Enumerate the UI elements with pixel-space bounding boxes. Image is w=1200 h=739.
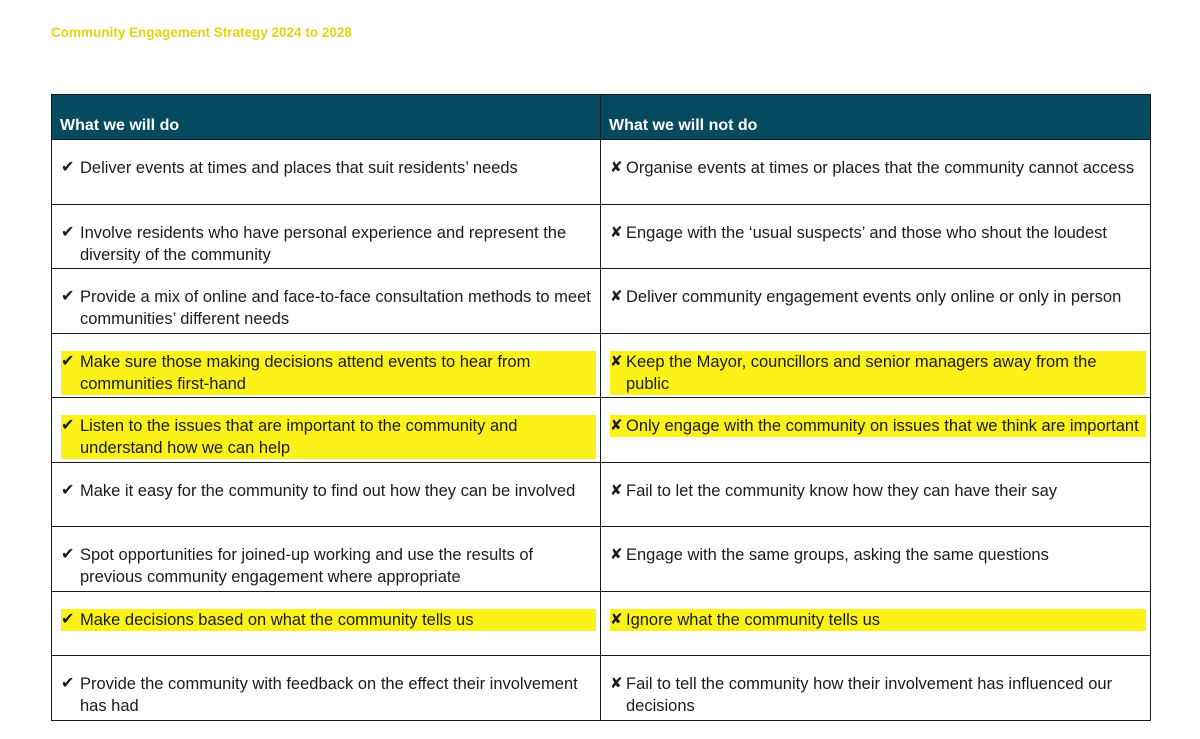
do-dont-table bbox=[51, 94, 1151, 721]
table-row bbox=[52, 462, 1151, 527]
check-icon: ✔ bbox=[61, 609, 80, 631]
do-text: Deliver events at times and places that suit residents’ needs bbox=[80, 159, 518, 177]
do-cell bbox=[52, 333, 601, 398]
do-text: Provide the community with feedback on the effect their involvement has had bbox=[80, 675, 578, 715]
dont-cell bbox=[601, 527, 1151, 592]
dont-cell bbox=[601, 591, 1151, 656]
cross-icon: ✘ bbox=[610, 288, 623, 305]
dont-cell bbox=[601, 462, 1151, 527]
dont-cell bbox=[601, 398, 1151, 463]
cross-icon: ✘ bbox=[610, 546, 623, 563]
dont-cell bbox=[601, 656, 1151, 721]
check-icon: ✔ bbox=[61, 159, 75, 176]
check-icon: ✔ bbox=[61, 546, 75, 563]
do-cell bbox=[52, 591, 601, 656]
column-header-dont: What we will not do bbox=[601, 95, 1151, 140]
dont-cell bbox=[601, 140, 1151, 205]
do-cell bbox=[52, 269, 601, 334]
do-cell bbox=[52, 527, 601, 592]
do-text: Involve residents who have personal experience and represent the diversity of the community bbox=[80, 223, 567, 264]
check-icon: ✔ bbox=[61, 288, 75, 305]
dont-text-highlighted: Ignore what the community tells us bbox=[626, 609, 1142, 631]
dont-text-highlighted: Only engage with the community on issues that we think are important bbox=[626, 415, 1142, 437]
cross-icon: ✘ bbox=[610, 351, 626, 395]
cross-icon: ✘ bbox=[610, 415, 626, 437]
check-icon: ✔ bbox=[61, 481, 75, 499]
do-text: Make it easy for the community to find out how they can be involved bbox=[80, 481, 576, 500]
cross-icon: ✘ bbox=[610, 675, 623, 692]
table-row bbox=[52, 591, 1151, 656]
dont-cell bbox=[601, 333, 1151, 398]
dont-cell bbox=[601, 204, 1151, 269]
table-row bbox=[52, 333, 1151, 398]
do-text-highlighted: Listen to the issues that are important to the community and understand how we can help bbox=[80, 415, 592, 459]
dont-text: Engage with the same groups, asking the same questions bbox=[626, 546, 1049, 564]
dont-text: Organise events at times or places that the community cannot access bbox=[626, 159, 1135, 177]
do-text-highlighted: Make decisions based on what the community tells us bbox=[80, 609, 592, 631]
cross-icon: ✘ bbox=[610, 609, 626, 631]
table-row bbox=[52, 204, 1151, 269]
table-header-row bbox=[52, 95, 1151, 140]
do-cell bbox=[52, 140, 601, 205]
cross-icon: ✘ bbox=[610, 159, 623, 176]
do-cell bbox=[52, 656, 601, 721]
column-header-do: What we will do bbox=[52, 95, 601, 140]
check-icon: ✔ bbox=[61, 351, 80, 395]
dont-text-highlighted: Keep the Mayor, councillors and senior managers away from the public bbox=[626, 351, 1142, 395]
dont-cell bbox=[601, 269, 1151, 334]
do-text-highlighted: Make sure those making decisions attend events to hear from communities first-hand bbox=[80, 351, 592, 395]
table-row bbox=[52, 656, 1151, 721]
table-row bbox=[52, 527, 1151, 592]
cross-icon: ✘ bbox=[610, 223, 623, 241]
dont-text: Engage with the ‘usual suspects’ and those who shout the loudest bbox=[626, 223, 1107, 242]
do-text: Spot opportunities for joined-up working and use the results of previous community engagement where appropriate bbox=[80, 546, 534, 586]
check-icon: ✔ bbox=[61, 223, 75, 241]
table-row bbox=[52, 398, 1151, 463]
table-row bbox=[52, 140, 1151, 205]
do-text: Provide a mix of online and face-to-face consultation methods to meet communities’ different needs bbox=[80, 288, 591, 328]
do-cell bbox=[52, 398, 601, 463]
cross-icon: ✘ bbox=[610, 481, 623, 499]
check-icon: ✔ bbox=[61, 675, 75, 692]
dont-text: Deliver community engagement events only online or only in person bbox=[626, 288, 1122, 306]
document-header: Community Engagement Strategy 2024 to 2028 bbox=[51, 25, 352, 40]
dont-text: Fail to let the community know how they can have their say bbox=[626, 481, 1058, 500]
do-cell bbox=[52, 204, 601, 269]
dont-text: Fail to tell the community how their involvement has influenced our decisions bbox=[626, 675, 1113, 715]
do-cell bbox=[52, 462, 601, 527]
check-icon: ✔ bbox=[61, 415, 80, 459]
table-row bbox=[52, 269, 1151, 334]
